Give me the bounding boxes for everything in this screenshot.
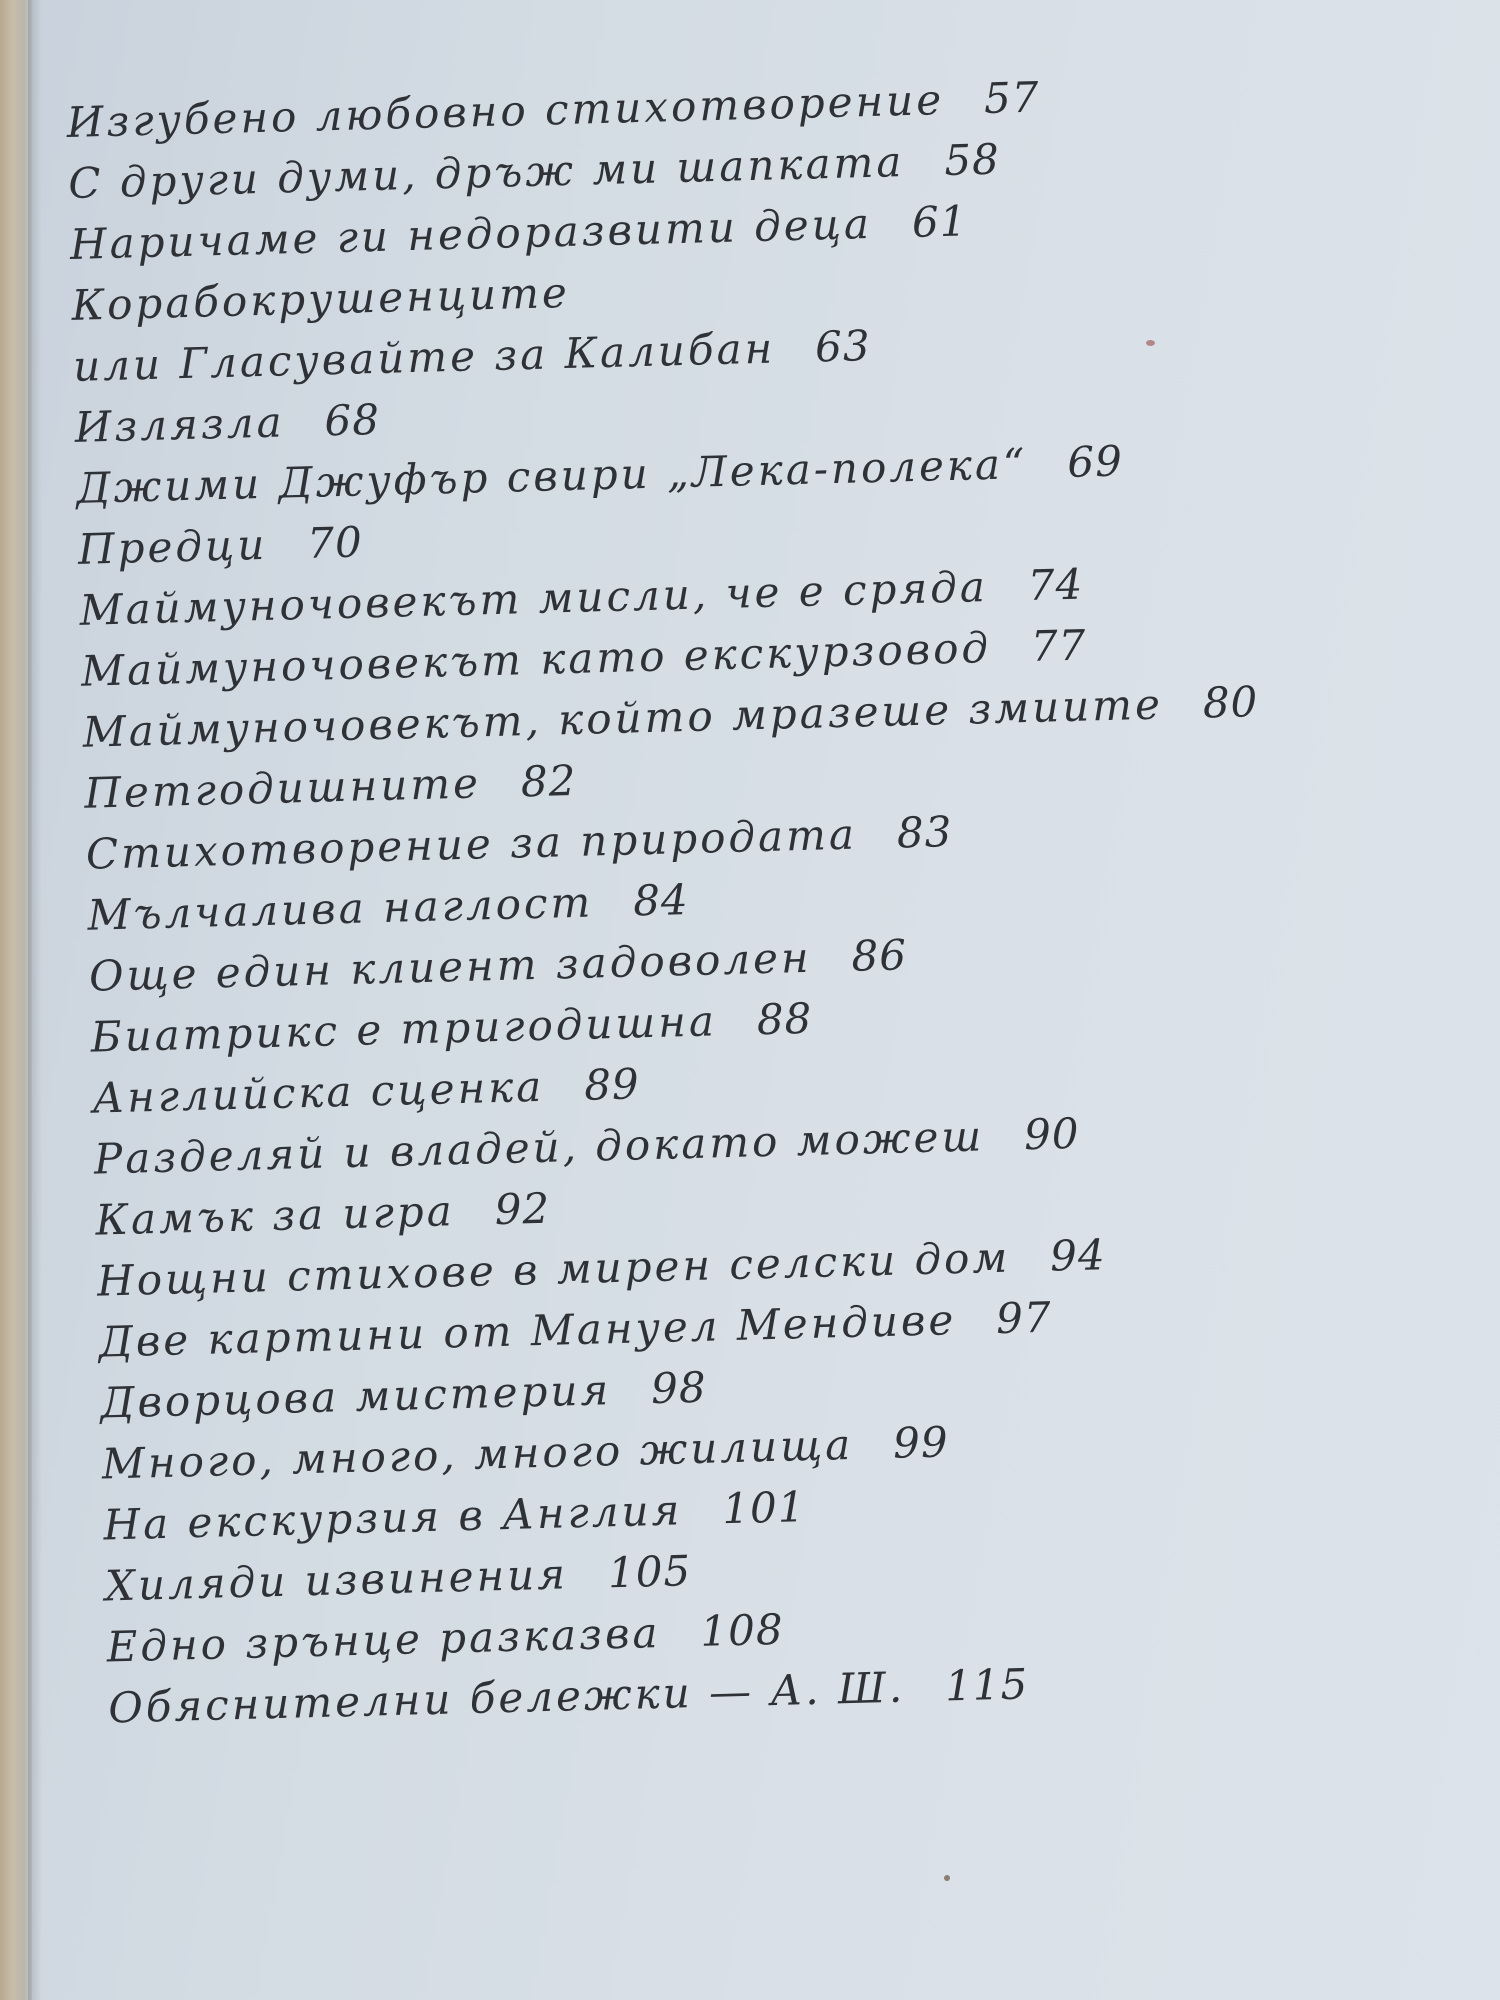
table-of-contents — [66, 63, 1259, 1738]
toc-entry-page-number: 69 — [1066, 436, 1124, 487]
toc-entry-page-number: 101 — [721, 1482, 807, 1534]
toc-entry-title: Излязла — [74, 397, 286, 452]
toc-entry-title: Нощни стихове в мирен селски дом — [96, 1232, 1011, 1306]
toc-entry-page-number: 84 — [632, 874, 690, 926]
toc-entry-page-number: 98 — [650, 1362, 708, 1414]
toc-entry-title: Още един клиент задоволен — [88, 932, 813, 1001]
toc-entry-page-number: 63 — [814, 321, 872, 372]
toc-entry-page-number: 70 — [306, 517, 364, 568]
toc-entry-title: Дворцова мистерия — [99, 1365, 612, 1428]
toc-entry-page-number: 115 — [944, 1659, 1029, 1711]
toc-entry-title: Две картини от Мануел Мендиве — [98, 1295, 957, 1367]
toc-entry-page-number: 105 — [607, 1546, 692, 1598]
toc-entry-title: Хиляди извинения — [104, 1549, 569, 1611]
toc-entry-title: Петгодишните — [83, 758, 482, 818]
toc-entry-page-number: 77 — [1030, 620, 1088, 671]
toc-entry-page-number: 61 — [911, 196, 969, 247]
toc-entry-title: Камък за игра — [94, 1186, 456, 1245]
toc-entry-title: или Гласувайте за Калибан — [72, 323, 776, 391]
toc-entry-title: На екскурзия в Англия — [102, 1485, 683, 1550]
toc-entry-page-number: 82 — [520, 755, 577, 807]
toc-entry-page-number: 88 — [756, 993, 813, 1045]
toc-entry-title: С други думи, дръж ми шапката — [67, 137, 905, 208]
toc-entry-page-number: 83 — [896, 807, 953, 858]
toc-entry-title: Маймуночовекът като екскурзовод — [80, 622, 992, 696]
toc-entry-page-number: 92 — [494, 1183, 551, 1235]
gutter-shadow — [28, 0, 42, 2000]
toc-entry-title: Биатрикс е тригодишна — [90, 996, 718, 1062]
toc-entry-page-number: 57 — [983, 72, 1041, 123]
toc-entry-title: Стихотворение за природата — [85, 809, 858, 879]
toc-entry-title: Маймуночовекът мисли, че е сряда — [78, 562, 989, 635]
toc-entry-title: Предци — [77, 519, 268, 574]
toc-entry-page-number: 89 — [583, 1059, 641, 1110]
toc-entry-page-number: 99 — [892, 1417, 950, 1468]
toc-entry-title: Английска сценка — [91, 1061, 545, 1123]
toc-entry-page-number: 86 — [850, 930, 908, 981]
toc-entry-title: Джими Джуфър свири „Лека-полека“ — [75, 438, 1029, 513]
toc-entry-title: Мълчалива наглост — [86, 877, 594, 940]
toc-entry-title: Разделяй и владей, докато можеш — [93, 1111, 985, 1184]
toc-entry-title: Маймуночовекът, който мразеше змиите — [82, 679, 1164, 757]
toc-entry-title: Наричаме ги недоразвити деца — [69, 198, 873, 269]
toc-entry-title: Корабокрушенците — [70, 267, 571, 330]
toc-entry-page-number — [609, 267, 610, 316]
toc-entry-page-number: 58 — [943, 134, 1001, 186]
toc-entry-page-number: 97 — [995, 1292, 1053, 1344]
toc-entry-page-number: 68 — [323, 394, 381, 446]
toc-entry-title: Едно зрънце разказва — [106, 1607, 662, 1672]
toc-entry-page-number: 80 — [1202, 677, 1259, 728]
toc-entry-title: Обяснителни бележки — А. Ш. — [107, 1662, 906, 1733]
paper-speck — [944, 1875, 950, 1881]
toc-entry-title: Много, много, много жилища — [101, 1419, 854, 1489]
toc-entry-page-number: 74 — [1027, 559, 1084, 610]
toc-entry-title: Изгубено любовно стихотворение — [66, 75, 945, 147]
toc-entry-page-number: 94 — [1049, 1230, 1107, 1281]
toc-entry-page-number: 90 — [1023, 1108, 1081, 1160]
toc-entry-page-number: 108 — [699, 1604, 785, 1656]
